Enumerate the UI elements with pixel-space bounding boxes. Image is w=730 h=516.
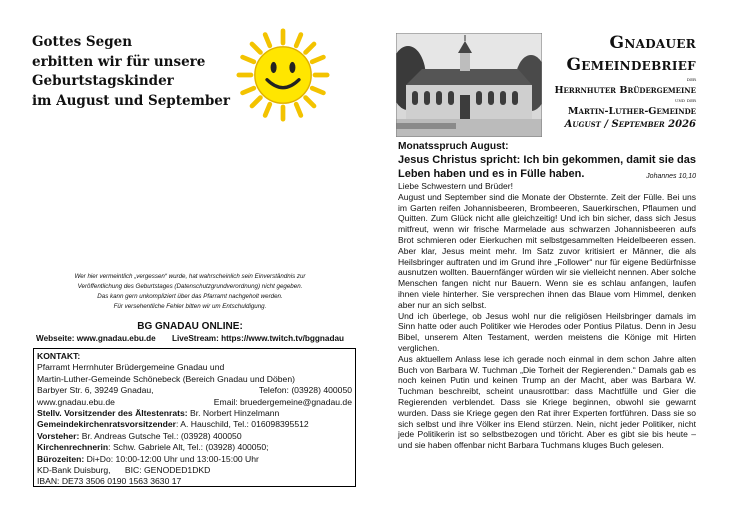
letter-paragraph: Aus aktuellem Anlass lese ich gerade noch einmal in dem schon Jahre alten Buch von Barbara W. Tuchman „Die Torheit der Regierenden.“ Damals gab es noch keinen Putin und keinen Trump an der Macht, aber was Barbara W. Tuchman beschreibt, scheint unausrottbar: dass Machtfülle und Gier die Regierenden verblendet. Dass sie Kriege beginnen, obwohl sie gewarnt wurden. Dass sie Kriege gegen den Rat ihrer Experten fortführen. Dass sie so sich selbst und ihre Völker ins Elend stürzen. Nein, nicht jeder Politiker, nicht jede Politikerin ist so selbstbezogen und töricht. Aber es gibt sie bis heute – und sie haben offenbar nicht Barbara Tuchmans kluges Buch gelesen. — [398, 353, 696, 451]
contact-box — [33, 348, 356, 487]
masthead-title-1: Gnadauer — [609, 33, 696, 53]
contact-line: Martin-Luther-Gemeinde Schönebeck (Bereich Gnadau und Döben) — [37, 373, 295, 384]
online-links — [36, 334, 356, 343]
contact-phone: Telefon: (03928) 400050 — [258, 385, 352, 396]
masthead-title-2: Gemeindebrief — [566, 55, 696, 75]
livestream-link[interactable]: LiveStream: https://www.twitch.tv/bggnadau — [171, 334, 345, 343]
masthead-date: August / September 2026 — [564, 119, 696, 130]
gkr-value: : A. Hauschild, Tel.: 016098395512 — [176, 419, 309, 430]
disclaimer-line: Das kann gern unkompliziert über das Pfarramt nachgeholt werden. — [97, 293, 283, 300]
bank-line: KD-Bank Duisburg, BIC: GENODED1DKD — [37, 465, 211, 476]
buero-label: Bürozeiten: — [37, 453, 85, 464]
website-link[interactable]: Webseite: www.gnadau.ebu.de — [36, 334, 156, 343]
disclaimer-line: Veröffentlichung des Geburtstages (Datenschutzgrundverordnung) nicht gegeben. — [77, 283, 303, 290]
masthead-church-2: Martin-Luther-Gemeinde — [567, 106, 696, 117]
masthead-church-1: Herrnhuter Brüdergemeine — [554, 85, 696, 96]
stellv-label: Stellv. Vorsitzender des Ältestenrats: — [37, 408, 188, 419]
greeting-line: Geburtstagskinder — [32, 73, 174, 89]
contact-line: Pfarramt Herrnhuter Brüdergemeine Gnadau und — [37, 362, 225, 373]
online-heading: BG GNADAU ONLINE: — [137, 321, 243, 332]
disclaimer-line: Wer hier vermeintlich „vergessen“ wurde, hat wahrscheinlich sein Einverständnis zur — [74, 273, 306, 280]
vorsteher-value: Br. Andreas Gutsche Tel.: (03928) 400050 — [79, 430, 242, 441]
stellv-value: Br. Norbert Hinzelmann — [187, 408, 280, 419]
disclaimer-line: Für versehentliche Fehler bitten wir um Entschuldigung. — [113, 303, 267, 310]
letter-paragraph: August und September sind die Monate der Obsternte. Zeit der Fülle. Bei uns im Garten reifen Johannisbeeren, Brombeeren, Sauerkirschen, Pflaumen und Quitten. Zum Glück nicht alle gleichzeitig! Und ich bin sicher, dass sich Jesus mitfreut, wenn wir frische Marmelade aus schwarzen Johannisbeeren aufs Brot schmieren oder Eierkuchen mit selbstgesammelten Heidelbeeren essen. Aber klar, Jesus meint mehr. Im Satz zuvor kritisiert er Männer, die als Heilsbringer auftraten und im Grund ihre „Follower“ nur für eigene Bedürfnisse ausnutzen wollten. Bauernfänger würden wir sie vielleicht nennen. Aber solche Menschen fangen nicht nur Bauern. Wenn sie es schlau anfangen, laufen ihnen viele hinterher. Sie versprechen ihnen das Blaue vom Himmel, denken aber nur an sich selbst. — [398, 191, 696, 310]
kirchenrechnerin-value: : Schw. Gabriele Alt, Tel.: (03928) 400050; — [108, 442, 269, 453]
letter-paragraph: Und ich überlege, ob Jesus wohl nur die religiösen Heilsbringer damals im Sinn hatte oder auch Politiker wie Herodes oder Pontius Pilatus. Denn in Jesu Bibel, unserem Alten Testament, werden meistens die Könige mit Hirten verglichen. — [398, 310, 696, 353]
monatsspruch-verse — [398, 153, 696, 184]
vorsteher-label: Vorsteher: — [37, 430, 80, 441]
monatsspruch-ref: Johannes 10,10 — [646, 173, 696, 180]
buero-value: Di+Do: 10:00-12:00 Uhr und 13:00-15:00 Uhr — [84, 453, 259, 464]
greeting-line: erbitten wir für unsere — [32, 53, 206, 70]
letter-salutation: Liebe Schwestern und Brüder! — [398, 181, 513, 191]
masthead-und-der: und der — [675, 98, 696, 104]
contact-address: Barbyer Str. 6, 39249 Gnadau, — [37, 385, 154, 396]
smiling-sun-icon — [236, 28, 330, 122]
contact-web[interactable]: www.gnadau.ebu.de — [37, 396, 115, 407]
newsletter-masthead — [546, 32, 696, 131]
monatsspruch-text: Jesus Christus spricht: Ich bin gekommen, damit sie das Leben haben und es in Fülle haben. — [398, 154, 696, 180]
masthead-der: der — [686, 77, 696, 83]
birthday-greeting — [32, 33, 232, 111]
kirchenrechnerin-label: Kirchenrechnerin — [37, 442, 109, 453]
greeting-line: Gottes Segen — [32, 34, 133, 50]
church-photo-icon — [396, 33, 542, 137]
contact-heading: KONTAKT: — [37, 351, 81, 361]
privacy-disclaimer — [30, 272, 350, 312]
letter-body — [398, 181, 696, 451]
greeting-line: im August und September — [32, 92, 230, 109]
gkr-label: Gemeindekirchenratsvorsitzender — [37, 419, 176, 430]
contact-email[interactable]: Email: bruedergemeine@gnadau.de — [213, 396, 352, 407]
iban-line: IBAN: DE73 3506 0190 1563 3630 17 — [37, 476, 182, 487]
monatsspruch-label: Monatsspruch August: — [398, 141, 509, 152]
